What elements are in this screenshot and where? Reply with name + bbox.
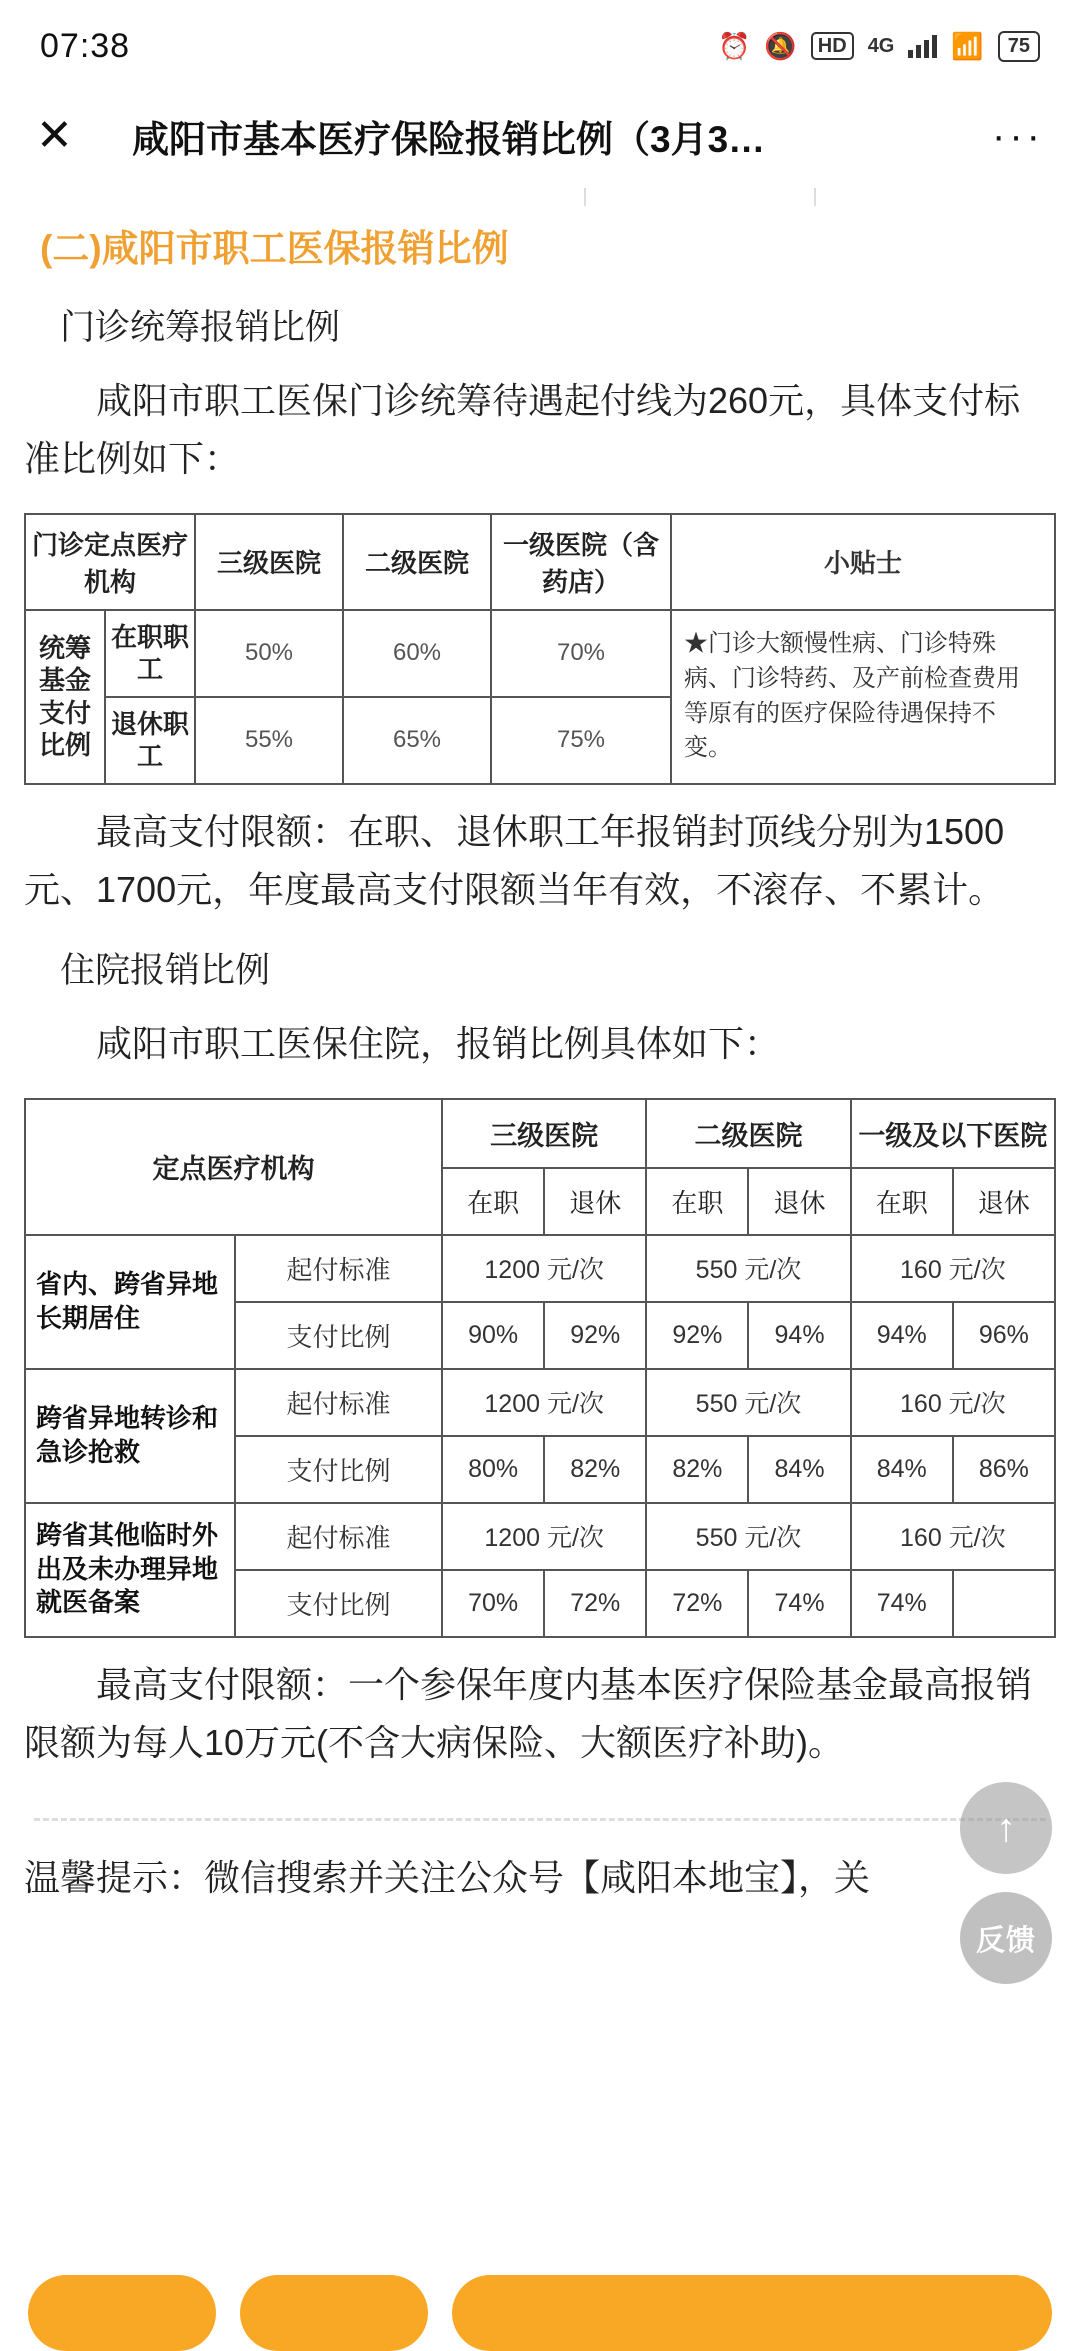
t1-header-level2: 二级医院 [343,514,491,610]
t2-cell: 72% [646,1570,748,1637]
outpatient-cap-text: 最高支付限额：在职、退休职工年报销封顶线分别为1500元、1700元，年度最高支付限额当年有效，不滚存、不累计。 [24,810,1005,910]
more-options-icon[interactable]: ··· [992,113,1044,158]
t2-cell: 92% [646,1302,748,1369]
arrow-up-icon: ↑ [996,1805,1016,1850]
footer-tip-text: 温馨提示：微信搜索并关注公众号【咸阳本地宝】，关 [24,1857,871,1899]
t1-cell: 65% [343,697,491,784]
t2-row-label: 跨省其他临时外出及未办理异地就医备案 [25,1503,235,1637]
t2-cell: 160 元/次 [851,1235,1055,1302]
t2-cell: 160 元/次 [851,1369,1055,1436]
t2-kind: 起付标准 [235,1503,442,1570]
t1-header-tip: 小贴士 [671,514,1055,610]
t1-cell: 70% [491,610,671,697]
t2-cell: 550 元/次 [646,1235,850,1302]
t2-cell: 86% [953,1436,1055,1503]
t2-cell: 74% [748,1570,850,1637]
divider [34,1818,1046,1821]
t2-cell: 94% [748,1302,850,1369]
inpatient-intro: 咸阳市职工医保住院，报销比例具体如下： [96,1023,781,1065]
t2-cell: 1200 元/次 [442,1503,646,1570]
bottom-action-button-2[interactable] [240,2275,428,2351]
t2-subheader: 退休 [953,1168,1055,1235]
t2-kind: 支付比例 [235,1570,442,1637]
t2-header-level2: 二级医院 [646,1099,850,1168]
back-to-top-button[interactable] [960,1782,1052,1874]
t1-header-org: 门诊定点医疗机构 [25,514,195,610]
4g-icon: 4G [867,34,895,57]
status-time: 07:38 [40,26,131,65]
signal-icon [908,34,937,58]
t2-subheader: 在职 [646,1168,748,1235]
t2-kind: 起付标准 [235,1235,442,1302]
page-title: 咸阳市基本医疗保险报销比例（3月3… [132,119,766,160]
table-row [25,1503,1055,1570]
t2-kind: 起付标准 [235,1369,442,1436]
partial-text-above [24,180,1056,208]
t2-kind: 支付比例 [235,1302,442,1369]
t2-cell: 84% [851,1436,953,1503]
t2-cell: 74% [851,1570,953,1637]
feedback-label: 反馈 [975,1924,1036,1957]
t2-cell: 70% [442,1570,544,1637]
t2-kind: 支付比例 [235,1436,442,1503]
inpatient-heading: 住院报销比例 [60,951,271,991]
t2-cell: 72% [544,1570,646,1637]
status-icon-group [718,31,1040,62]
title-bar [0,92,1080,180]
table-row [25,610,1055,697]
t1-group-label: 统筹基金支付比例 [25,610,105,784]
table-row [25,1369,1055,1436]
section-title: (二)咸阳市职工医保报销比例 [40,228,509,269]
bottom-action-button-1[interactable] [28,2275,216,2351]
mute-icon: 🔕 [764,31,797,61]
t1-cell: 55% [195,697,343,784]
t2-header-level3: 三级医院 [442,1099,646,1168]
close-icon[interactable]: ✕ [36,111,73,160]
t2-cell: 550 元/次 [646,1369,850,1436]
t2-cell: 80% [442,1436,544,1503]
t1-header-level3: 三级医院 [195,514,343,610]
t2-cell: 1200 元/次 [442,1235,646,1302]
t1-cell: 75% [491,697,671,784]
feedback-button[interactable] [960,1892,1052,1984]
t2-corner-label: 定点医疗机构 [25,1099,442,1235]
t2-cell: 82% [646,1436,748,1503]
t2-subheader: 在职 [442,1168,544,1235]
alarm-icon: ⏰ [718,31,751,61]
outpatient-intro: 咸阳市职工医保门诊统筹待遇起付线为260元，具体支付标准比例如下： [24,380,1021,480]
inpatient-cap-text: 最高支付限额：一个参保年度内基本医疗保险基金最高报销限额为每人10万元(不含大病保险、大额医疗补助)。 [24,1663,1033,1763]
t1-tip-text: ★门诊大额慢性病、门诊特殊病、门诊特药、及产前检查费用等原有的医疗保险待遇保持不变。 [671,610,1055,784]
article-body [0,180,1080,1905]
t2-cell: 1200 元/次 [442,1369,646,1436]
outpatient-heading: 门诊统筹报销比例 [60,308,341,347]
t2-cell: 92% [544,1302,646,1369]
t2-cell: 90% [442,1302,544,1369]
t2-subheader: 在职 [851,1168,953,1235]
t2-cell: 160 元/次 [851,1503,1055,1570]
t2-cell: 550 元/次 [646,1503,850,1570]
t2-row-label: 省内、跨省异地长期居住 [25,1235,235,1369]
t2-cell [953,1570,1055,1637]
inpatient-reimbursement-table [24,1098,1056,1638]
outpatient-reimbursement-table [24,513,1056,785]
t2-cell: 84% [748,1436,850,1503]
t2-cell: 94% [851,1302,953,1369]
t1-cell: 60% [343,610,491,697]
t2-cell: 82% [544,1436,646,1503]
table-row [25,1099,1055,1168]
wifi-icon: 📶 [951,31,984,61]
t2-cell: 96% [953,1302,1055,1369]
t2-subheader: 退休 [748,1168,850,1235]
table-row [25,1235,1055,1302]
status-bar [0,0,1080,92]
t1-row-type-active: 在职职工 [105,610,195,697]
t2-subheader: 退休 [544,1168,646,1235]
table-row [25,514,1055,610]
battery-indicator: 75 [998,31,1040,62]
t1-row-type-retired: 退休职工 [105,697,195,784]
bottom-action-bar [0,2275,1080,2315]
t1-header-level1: 一级医院（含药店） [491,514,671,610]
t2-header-level1: 一级及以下医院 [851,1099,1055,1168]
t1-cell: 50% [195,610,343,697]
hd-icon: HD [811,32,854,60]
bottom-action-button-3[interactable] [452,2275,1052,2351]
t2-row-label: 跨省异地转诊和急诊抢救 [25,1369,235,1503]
